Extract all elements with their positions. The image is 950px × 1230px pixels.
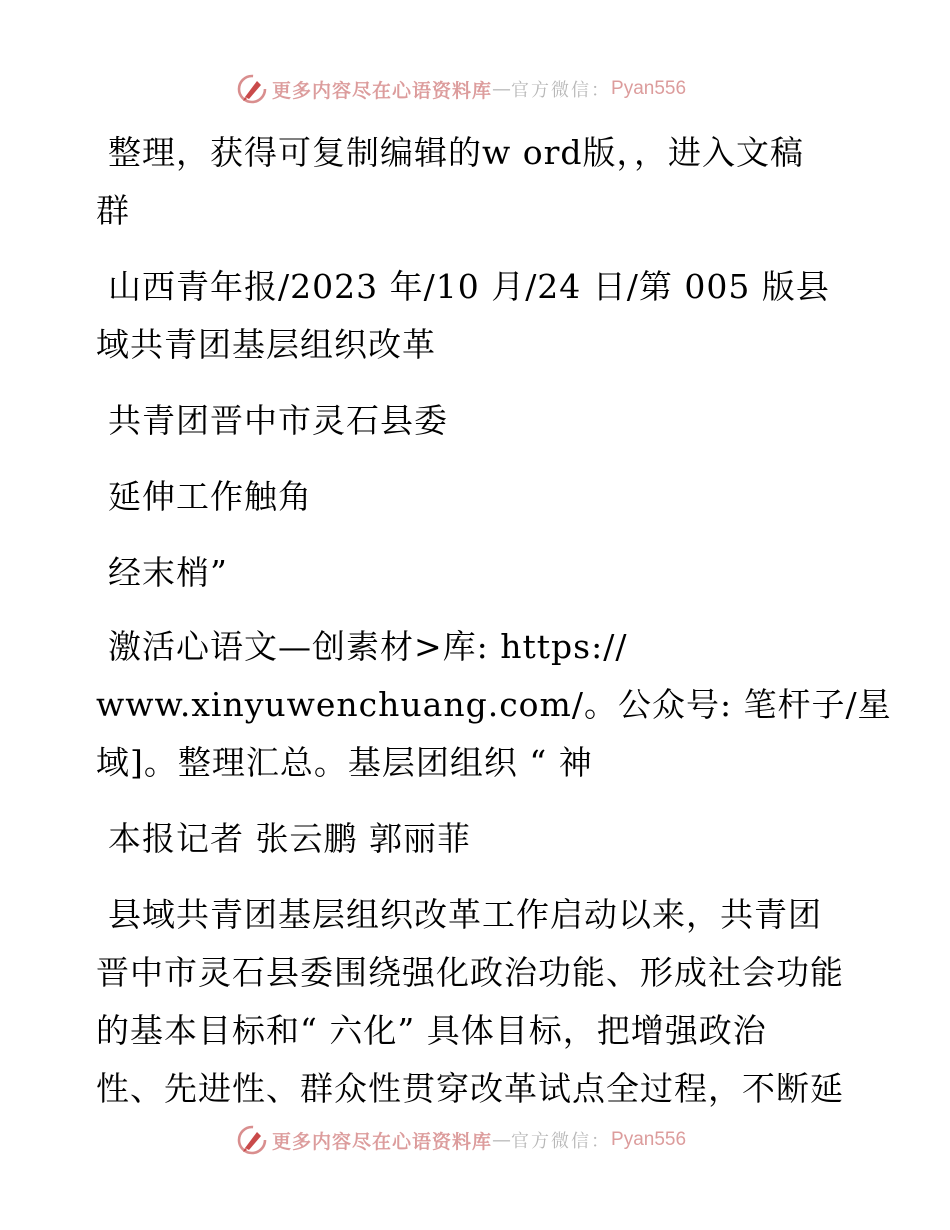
watermark-separator: —: [492, 78, 512, 100]
watermark-text: 更多内容尽在心语资料库: [272, 1130, 493, 1153]
body-line-3: 的基本目标和“ 六化” 具体目标，把增强政治: [96, 1011, 767, 1050]
pen-nib-logo-icon: [236, 73, 268, 105]
body-line-4: 性、先进性、群众性贯穿改革试点全过程，不断延: [96, 1069, 844, 1108]
watermark-suffix: 官方微信：: [511, 1131, 612, 1152]
pen-nib-logo-icon: [236, 1124, 268, 1156]
body-line-2: 晋中市灵石县委围绕强化政治功能、形成社会功能: [96, 953, 844, 992]
promo-line-2: www.xinyuwenchuang.com/。公众号: 笔杆子/星: [96, 685, 892, 724]
headline-line-1: 延伸工作触角: [108, 477, 312, 516]
watermark-separator: —: [492, 1129, 512, 1151]
watermark-banner-bottom: [236, 1123, 686, 1157]
watermark-text: 更多内容尽在心语资料库: [272, 79, 493, 102]
source-line-1: 山西青年报/2023 年/10 月/24 日/第 005 版县: [108, 267, 830, 306]
document-body: [96, 124, 892, 1118]
headline-line-2: 经末梢”: [108, 553, 228, 592]
intro-line-2: 群: [96, 191, 130, 230]
organization-line: 共青团晋中市灵石县委: [108, 401, 448, 440]
promo-line-1: 激活心语文—创素材>库: https://: [108, 627, 628, 666]
intro-line-1: 整理，获得可复制编辑的w ord版，，进入文稿: [108, 133, 805, 172]
watermark-wechat-id: Pyan556: [611, 78, 687, 99]
body-line-1: 县域共青团基层组织改革工作启动以来，共青团: [108, 895, 822, 934]
watermark-suffix: 官方微信：: [511, 80, 612, 101]
source-line-2: 域共青团基层组织改革: [96, 325, 436, 364]
watermark-wechat-id: Pyan556: [611, 1129, 687, 1150]
byline: 本报记者 张云鹏 郭丽菲: [108, 819, 471, 858]
promo-line-3: 域]。整理汇总。基层团组织 “ 神: [96, 743, 593, 782]
watermark-banner-top: [236, 72, 686, 106]
